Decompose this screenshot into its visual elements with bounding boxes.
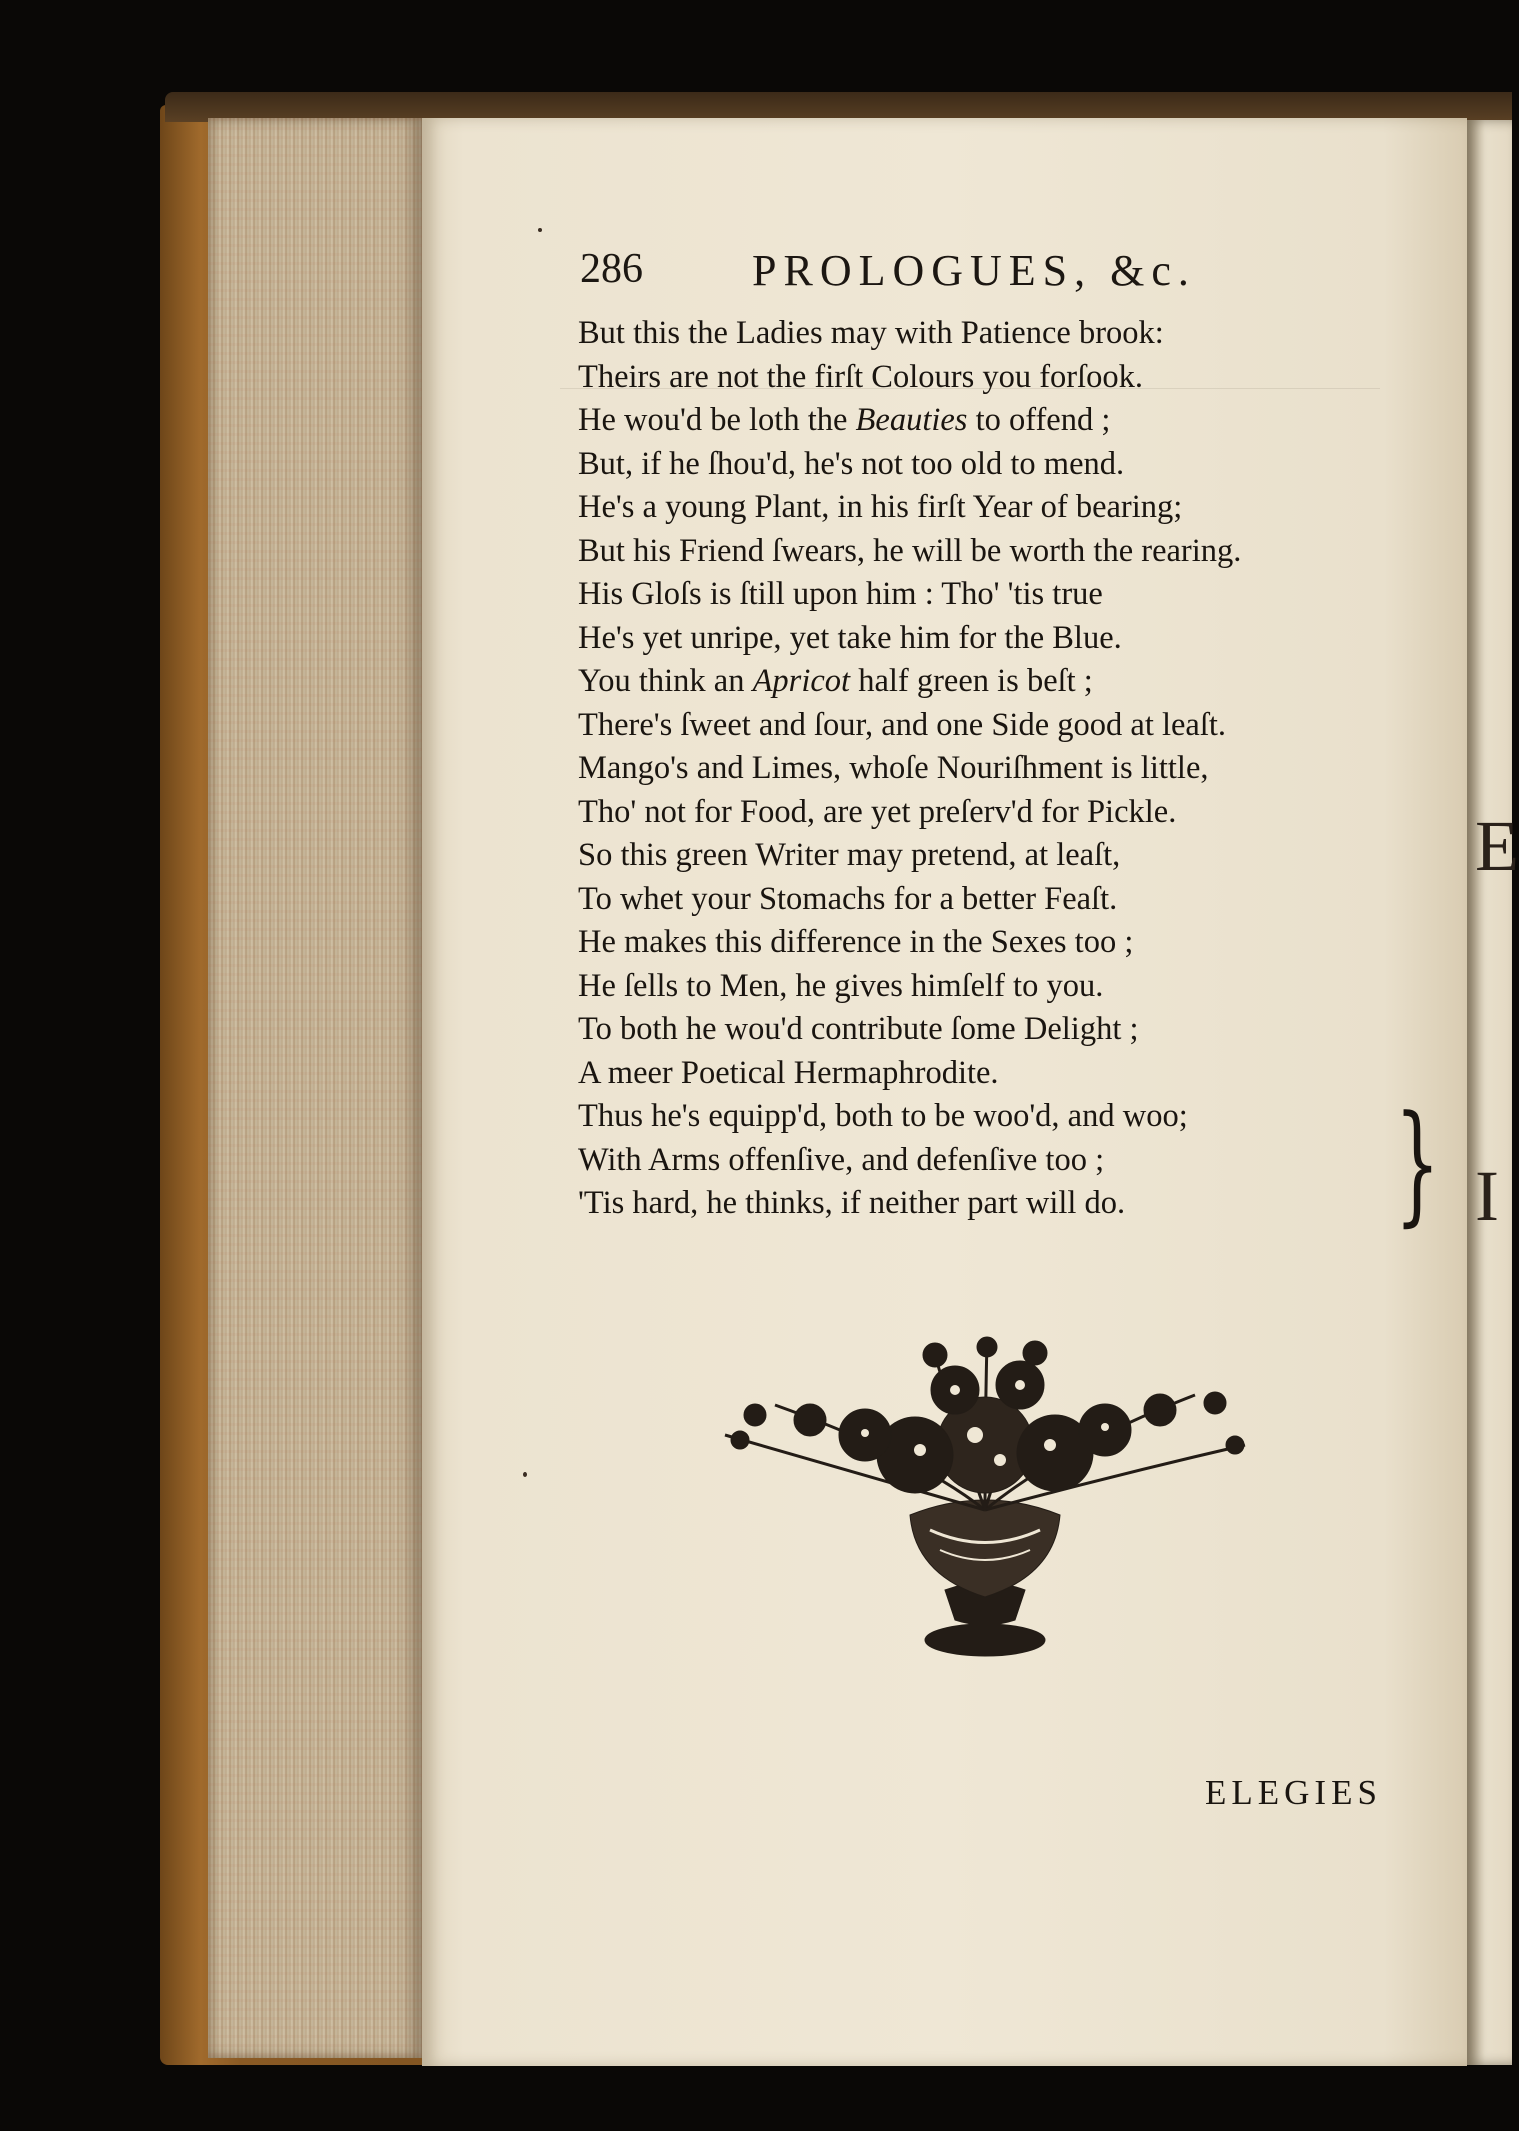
- poem-line: He wou'd be loth the Beauties to offend ;: [578, 402, 1111, 438]
- poem-line: But, if he ſhou'd, he's not too old to mend.: [578, 445, 1125, 482]
- poem-line: To both he wou'd contribute ſome Delight ;: [578, 1011, 1139, 1047]
- ink-speck: [523, 1472, 527, 1477]
- poem-line: He makes this difference in the Sexes too ;: [578, 924, 1134, 960]
- flower-vase-woodcut-icon: [715, 1335, 1255, 1670]
- page-edges: [208, 118, 422, 2058]
- poem-line: He's yet unripe, yet take him for the Blue.: [578, 619, 1122, 656]
- poem-line: He's a young Plant, in his firſt Year of bearing;: [578, 489, 1183, 525]
- page-header: [580, 245, 1340, 305]
- poem-line: He ſells to Men, he gives himſelf to you.: [578, 967, 1104, 1004]
- right-page-initial-fragment-2: I: [1475, 1156, 1499, 1236]
- catchword: ELEGIES: [1205, 1773, 1382, 1812]
- triplet-brace: }: [1394, 1087, 1441, 1239]
- right-page-edge: [1467, 120, 1519, 2065]
- poem-line: A meer Poetical Hermaphrodite.: [578, 1054, 999, 1091]
- poem-line: Thus he's equipp'd, both to be woo'd, and woo;: [578, 1098, 1188, 1134]
- running-head: PROLOGUES, &c.: [752, 246, 1196, 295]
- italic-word: Apricot: [752, 663, 851, 699]
- poem-line: With Arms offenſive, and defenſive too ;: [578, 1141, 1105, 1178]
- ink-speck: [538, 228, 542, 232]
- poem-line: Tho' not for Food, are yet preſerv'd for Pickle.: [578, 793, 1177, 830]
- poem-line: To whet your Stomachs for a better Feaſt.: [578, 880, 1118, 917]
- poem-line: You think an Apricot half green is beſt ;: [578, 663, 1093, 699]
- poem-line: But his Friend ſwears, he will be worth the rearing.: [578, 532, 1242, 569]
- poem-line: His Gloſs is ſtill upon him : Tho' 'tis true: [578, 576, 1103, 612]
- poem-line: There's ſweet and ſour, and one Side good at leaſt.: [578, 706, 1227, 743]
- poem-line: 'Tis hard, he thinks, if neither part will do.: [578, 1185, 1126, 1221]
- poem-line: But this the Ladies may with Patience brook:: [578, 315, 1164, 351]
- poem-text: [578, 312, 1388, 1226]
- poem-line: So this green Writer may pretend, at leaſt,: [578, 837, 1121, 873]
- right-page-initial-fragment: E: [1475, 806, 1519, 886]
- italic-word: Beauties: [855, 402, 968, 438]
- poem-line: Theirs are not the firſt Colours you forſook.: [578, 358, 1144, 395]
- poem-line: Mango's and Limes, whoſe Nouriſhment is little,: [578, 750, 1209, 786]
- page-number: 286: [580, 246, 643, 292]
